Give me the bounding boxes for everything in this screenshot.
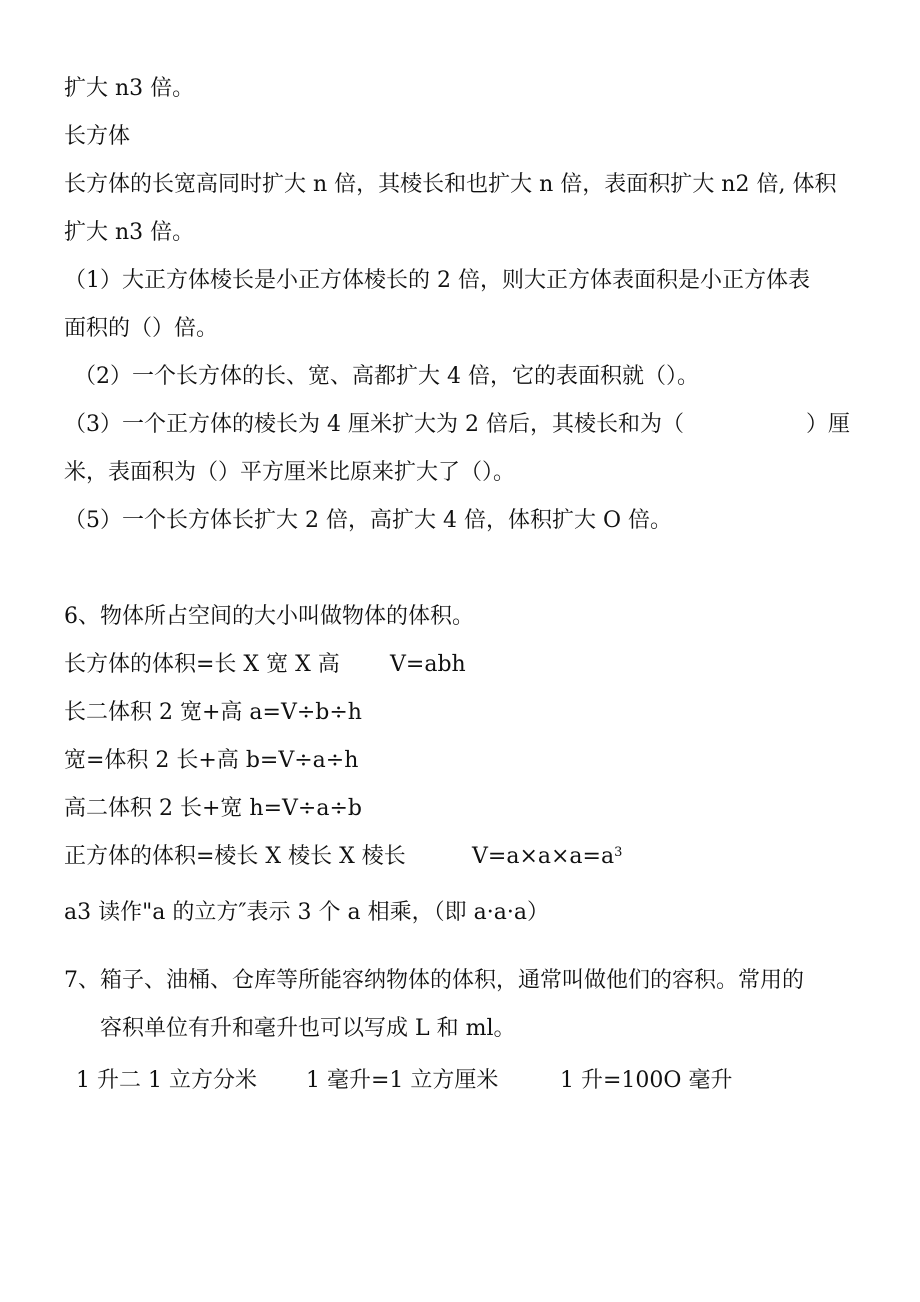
question-3-line-2: 米，表面积为（）平方厘米比原来扩大了（）。 <box>64 460 516 485</box>
section-7-line-1: 7、箱子、油桶、仓库等所能容纳物体的体积，通常叫做他们的容积。常用的 <box>64 968 804 993</box>
cuboid-volume-formula-words: 长方体的体积=长 X 宽 X 高 <box>64 652 340 677</box>
unit-conversion-liter: 1 升二 1 立方分米 <box>76 1068 257 1093</box>
question-2: （2）一个长方体的长、宽、高都扩大 4 倍，它的表面积就（）。 <box>74 364 699 389</box>
cube-volume-formula-words: 正方体的体积=棱长 X 棱长 X 棱长 <box>64 844 406 869</box>
heading-cuboid: 长方体 <box>64 124 131 149</box>
unit-conversion-milliliter: 1 毫升=1 立方厘米 <box>306 1068 499 1093</box>
height-formula: 高二体积 2 长+宽 h=V÷a÷b <box>64 796 362 821</box>
text-line-1: 扩大 n3 倍。 <box>64 76 195 101</box>
cube-notation-explanation: a3 读作"a 的立方″表示 3 个 a 相乘，（即 a·a·a） <box>64 900 549 925</box>
length-formula: 长二体积 2 宽+高 a=V÷b÷h <box>64 700 362 725</box>
section-6-heading: 6、物体所占空间的大小叫做物体的体积。 <box>64 604 474 629</box>
cube-volume-formula-base: V=a×a×a=a <box>472 844 615 869</box>
text-line-4: 扩大 n3 倍。 <box>64 220 195 245</box>
question-1-line-1: （1）大正方体棱长是小正方体棱长的 2 倍，则大正方体表面积是小正方体表 <box>64 268 810 293</box>
unit-conversion-liter-to-ml: 1 升=100O 毫升 <box>560 1068 733 1093</box>
question-1-line-2: 面积的（）倍。 <box>64 316 219 341</box>
cube-volume-exponent: 3 <box>614 845 623 860</box>
question-3-line-1-part-a: （3）一个正方体的棱长为 4 厘米扩大为 2 倍后，其棱长和为（ <box>64 412 684 437</box>
section-7-line-2: 容积单位有升和毫升也可以写成 L 和 ml。 <box>100 1016 516 1041</box>
width-formula: 宽=体积 2 长+高 b=V÷a÷h <box>64 748 359 773</box>
question-3-line-1-part-b: ）厘 <box>806 412 851 437</box>
cuboid-volume-formula-symbols: V=abh <box>390 652 466 677</box>
question-5: （5）一个长方体长扩大 2 倍，高扩大 4 倍，体积扩大 O 倍。 <box>64 508 672 533</box>
text-line-3: 长方体的长宽高同时扩大 n 倍，其棱长和也扩大 n 倍，表面积扩大 n2 倍, 体积 <box>64 172 837 197</box>
cube-volume-formula-symbols <box>472 842 622 872</box>
